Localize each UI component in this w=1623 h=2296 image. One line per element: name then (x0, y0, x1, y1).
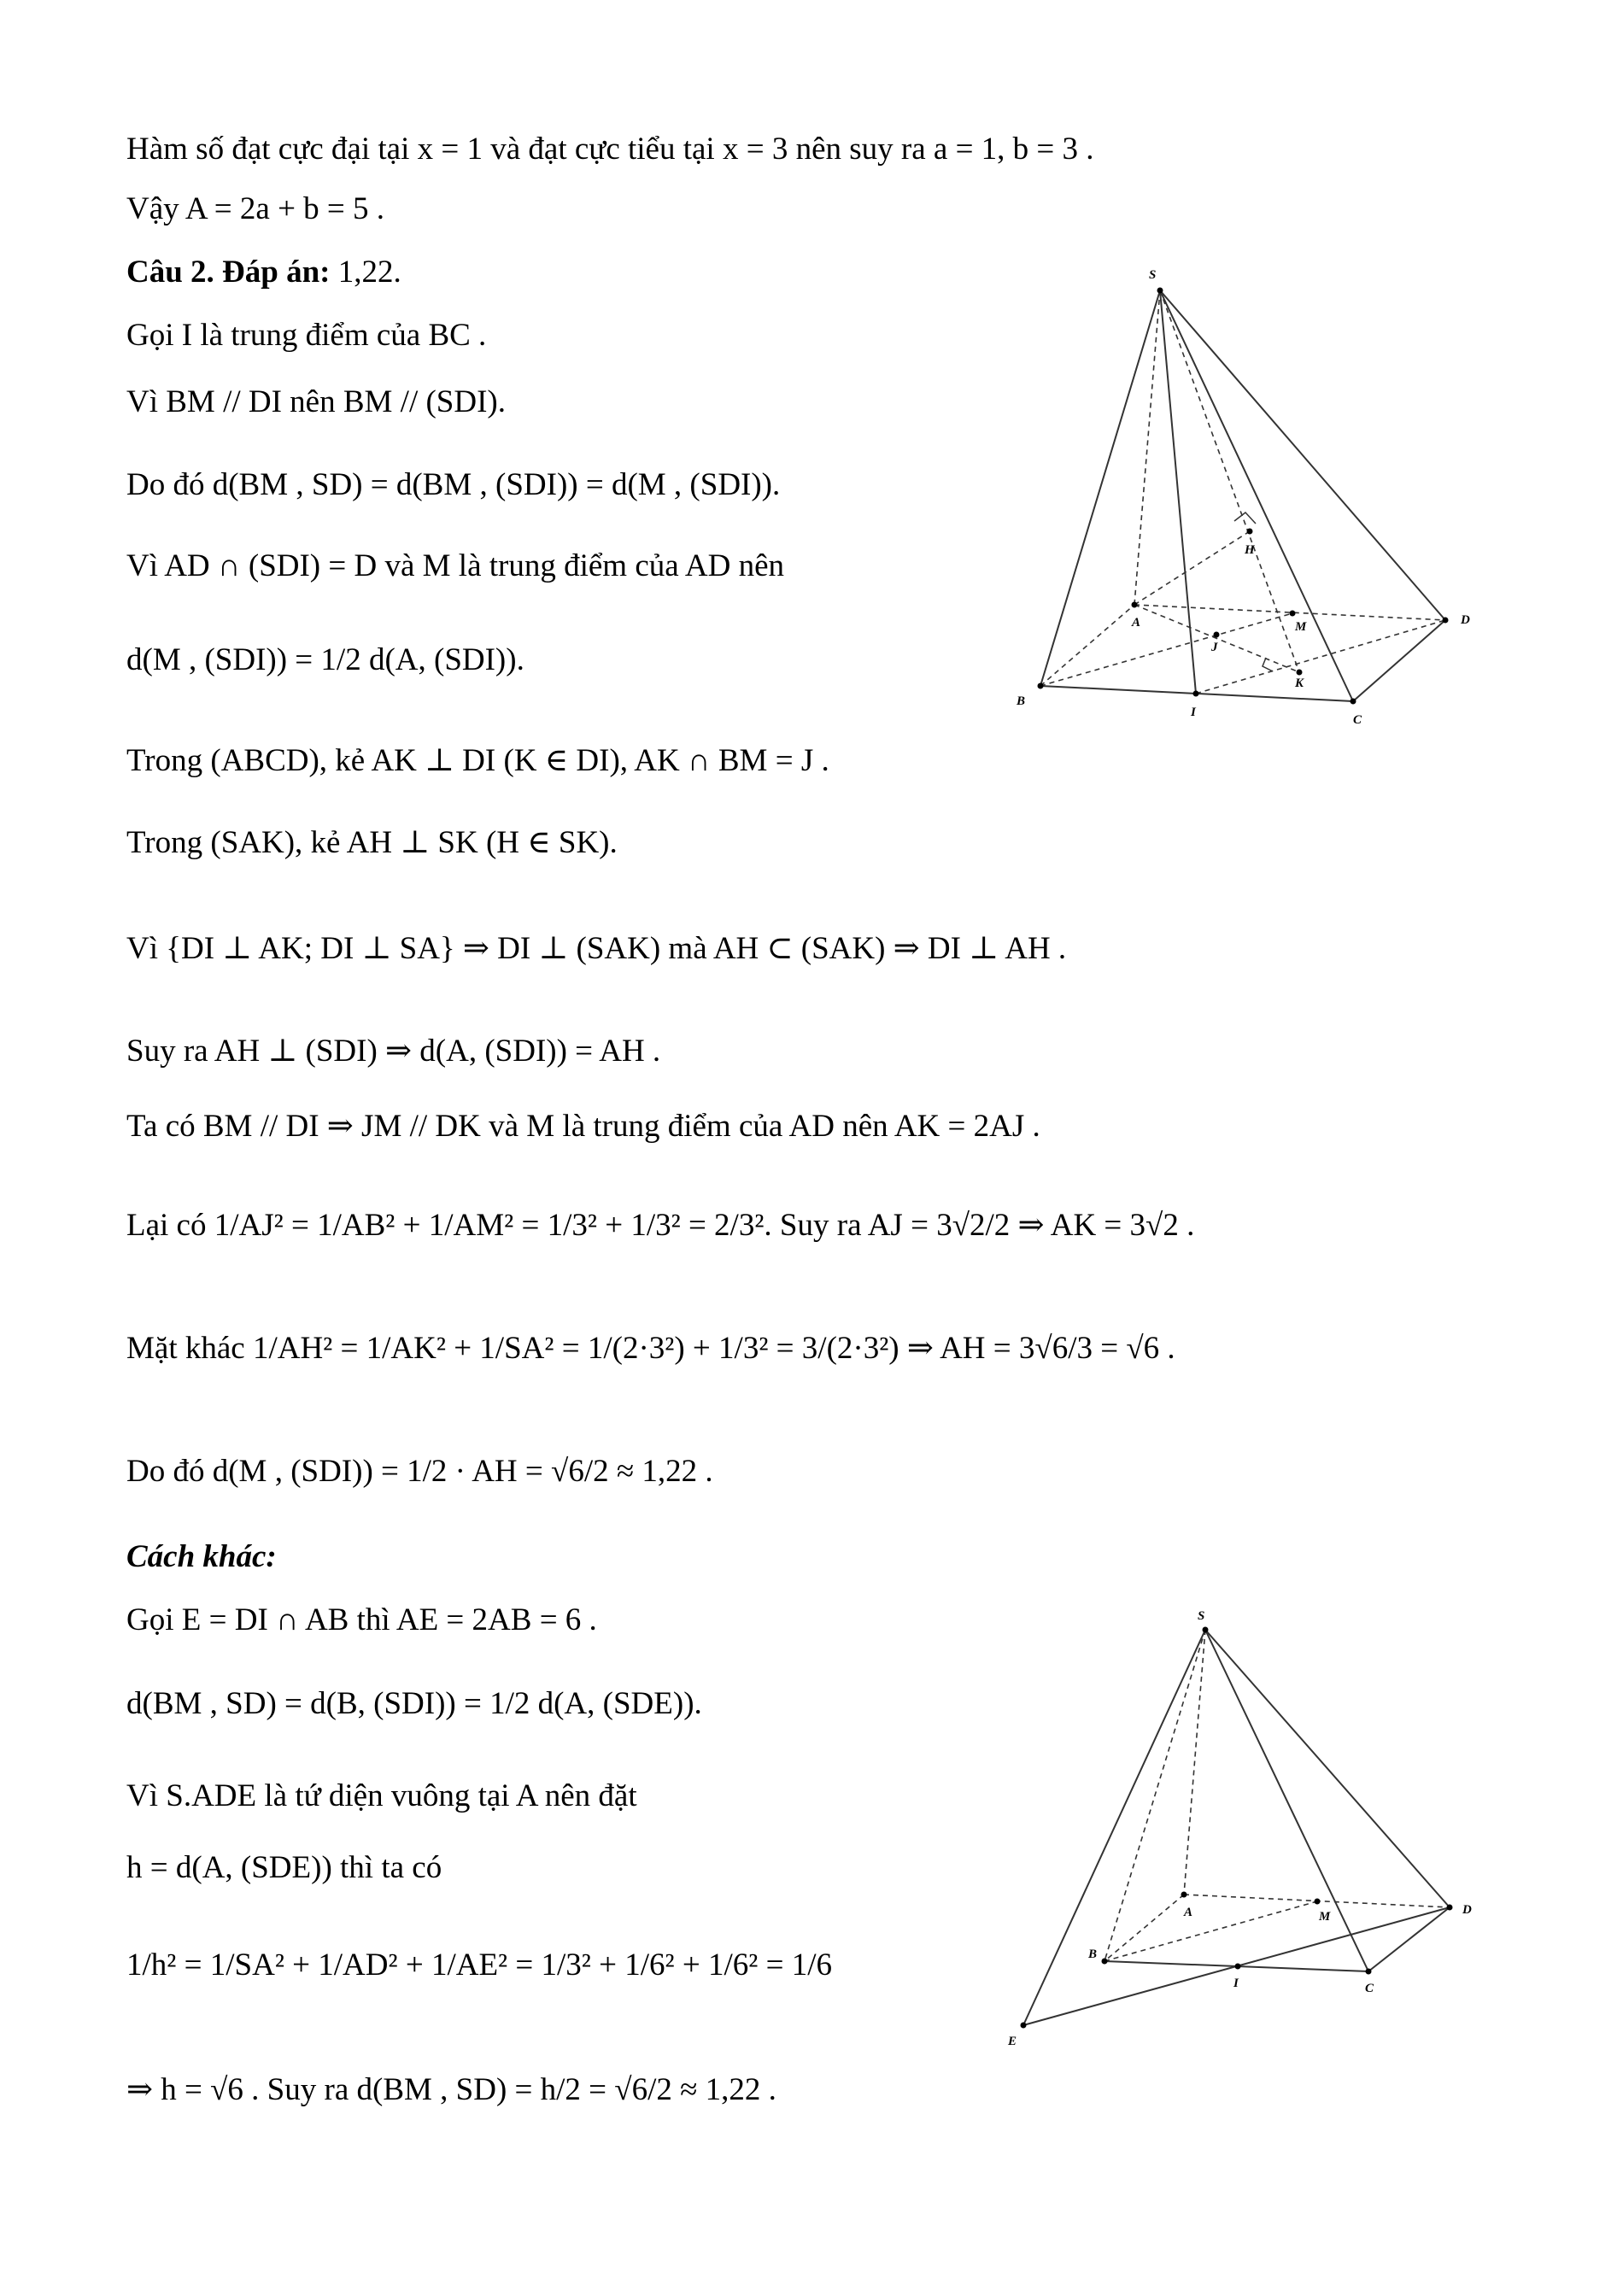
svg-text:S: S (1149, 268, 1157, 282)
text-line-12: Suy ra AH ⊥ (SDI) ⇒ d(A, (SDI)) = AH . (126, 1034, 661, 1069)
question-heading (126, 253, 401, 292)
text-line-9: Trong (ABCD), kẻ AK ⊥ DI (K ∈ DI), AK ∩ BM = J . (126, 743, 829, 778)
text-line-14: Lại có 1/AJ² = 1/AB² + 1/AM² = 1/3² + 1/3² = 2/3². Suy ra AJ = 3√2/2 ⇒ AK = 3√2 . (126, 1208, 1195, 1243)
svg-text:C: C (1365, 1982, 1374, 1995)
text-line-2: Vậy A = 2a + b = 5 . (126, 191, 385, 226)
question-label: Câu 2. Đáp án: (126, 255, 331, 290)
svg-text:J: J (1211, 641, 1218, 654)
text-line-16: Do đó d(M , (SDI)) = 1/2 · AH = √6/2 ≈ 1,22 . (126, 1454, 713, 1489)
pyramid-figure-1 (1008, 256, 1486, 735)
svg-text:C: C (1353, 713, 1362, 727)
svg-text:B: B (1088, 1948, 1098, 1961)
alt-method-heading: Cách khác: (126, 1539, 277, 1574)
text-line-11: Vì {DI ⊥ AK; DI ⊥ SA} ⇒ DI ⊥ (SAK) mà AH ⊂ (SAK) ⇒ DI ⊥ AH . (126, 931, 1067, 966)
text-line-18: Gọi E = DI ∩ AB thì AE = 2AB = 6 . (126, 1602, 597, 1637)
text-line-23: ⇒ h = √6 . Suy ra d(BM , SD) = h/2 = √6/2 ≈ 1,22 . (126, 2072, 776, 2107)
text-line-1: Hàm số đạt cực đại tại x = 1 và đạt cực tiểu tại x = 3 nên suy ra a = 1, b = 3 . (126, 132, 1094, 167)
text-line-6: Do đó d(BM , SD) = d(BM , (SDI)) = d(M , (SDI)). (126, 467, 781, 502)
svg-text:A: A (1132, 616, 1141, 630)
svg-text:E: E (1008, 2035, 1017, 2048)
text-line-7: Vì AD ∩ (SDI) = D và M là trung điểm của AD nên (126, 548, 784, 583)
pyramid-figure-2 (991, 1597, 1486, 2059)
svg-text:B: B (1017, 694, 1026, 708)
answer-value: 1,22. (337, 255, 401, 290)
svg-text:I: I (1233, 1977, 1239, 1990)
text-line-13: Ta có BM // DI ⇒ JM // DK và M là trung điểm của AD nên AK = 2AJ . (126, 1109, 1040, 1144)
text-line-19: d(BM , SD) = d(B, (SDI)) = 1/2 d(A, (SDE)). (126, 1686, 702, 1721)
svg-text:I: I (1191, 706, 1196, 719)
text-line-5: Vì BM // DI nên BM // (SDI). (126, 384, 506, 419)
svg-text:D: D (1462, 1903, 1472, 1917)
text-line-4: Gọi I là trung điểm của BC . (126, 318, 487, 353)
svg-text:D: D (1461, 613, 1470, 627)
svg-text:S: S (1198, 1609, 1205, 1623)
svg-text:M: M (1295, 620, 1307, 634)
svg-text:H: H (1245, 543, 1255, 557)
text-line-22: 1/h² = 1/SA² + 1/AD² + 1/AE² = 1/3² + 1/6² + 1/6² = 1/6 (126, 1948, 833, 1983)
svg-text:K: K (1295, 676, 1304, 690)
text-line-21: h = d(A, (SDE)) thì ta có (126, 1850, 442, 1885)
svg-text:A: A (1184, 1906, 1193, 1919)
svg-text:M: M (1319, 1910, 1331, 1924)
text-line-8: d(M , (SDI)) = 1/2 d(A, (SDI)). (126, 642, 524, 677)
text-line-15: Mặt khác 1/AH² = 1/AK² + 1/SA² = 1/(2·3²) + 1/3² = 3/(2·3²) ⇒ AH = 3√6/3 = √6 . (126, 1331, 1175, 1366)
text-line-10: Trong (SAK), kẻ AH ⊥ SK (H ∈ SK). (126, 825, 618, 860)
text-line-20: Vì S.ADE là tứ diện vuông tại A nên đặt (126, 1778, 637, 1813)
